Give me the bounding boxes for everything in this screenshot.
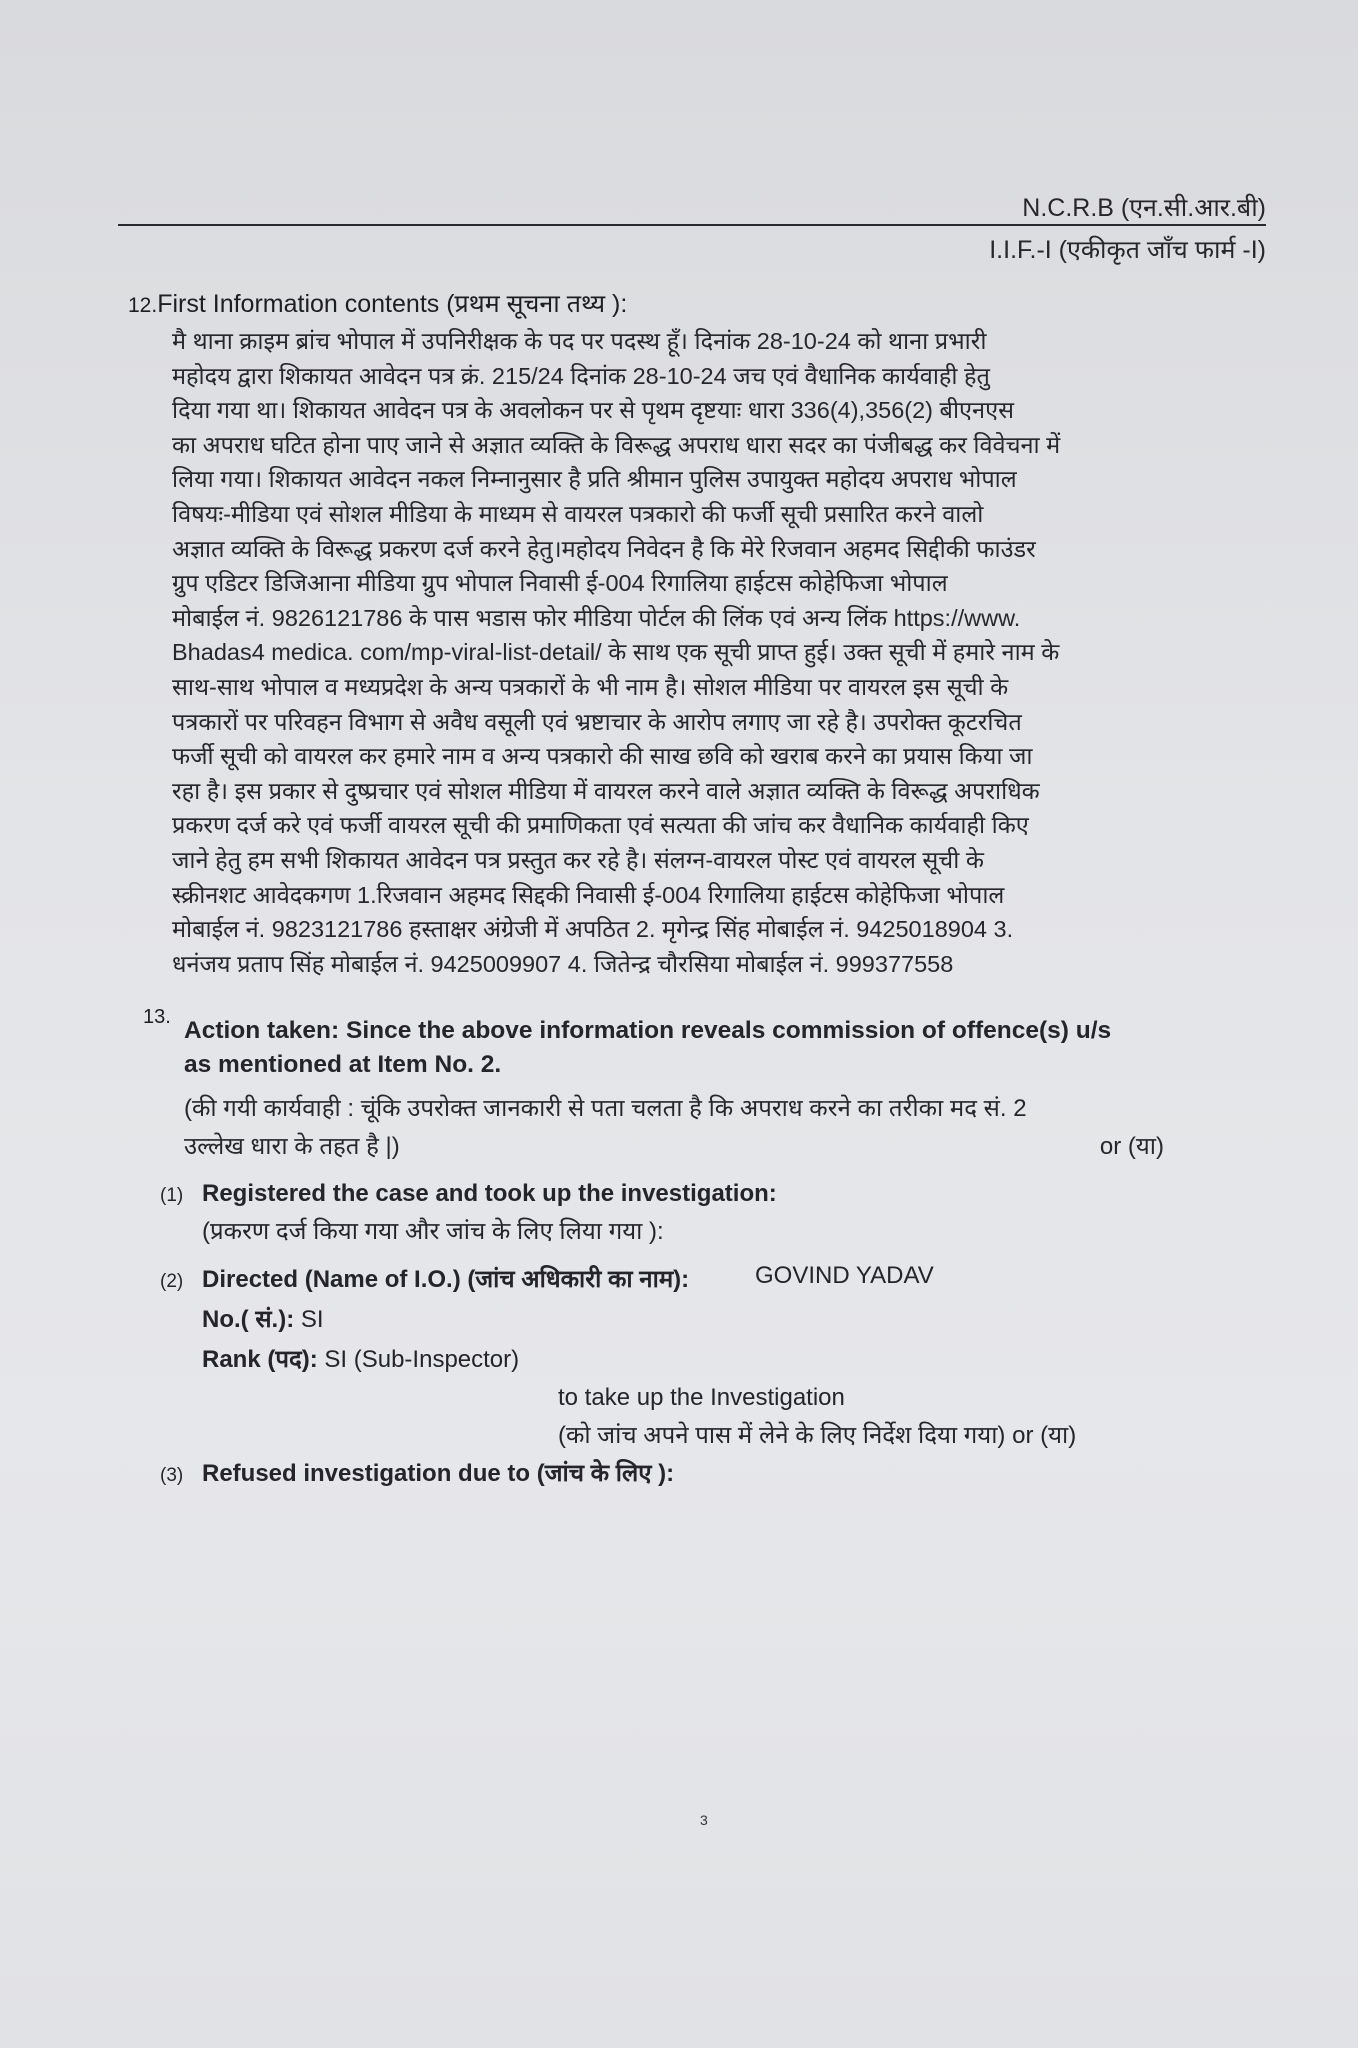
first-information-line: धनंजय प्रताप सिंह मोबाईल नं. 9425009907 4. जितेन्द्र चौरसिया मोबाईल नं. 999377558 xyxy=(172,950,954,977)
header-rule xyxy=(118,224,1266,226)
take-up-hindi xyxy=(558,1418,1076,1451)
iif-header: I.I.F.-I (एकीकृत जाँच फार्म -I) xyxy=(989,236,1266,264)
section-12-number: 12. xyxy=(128,294,158,317)
io-number-label: No.( सं.): xyxy=(202,1306,295,1333)
item-2-label: Directed (Name of I.O.) (जांच अधिकारी का नाम): xyxy=(202,1266,690,1293)
first-information-line: फर्जी सूची को वायरल कर हमारे नाम व अन्य पत्रकारो की साख छवि को खराब करने का प्रयास किया जा xyxy=(172,743,1033,770)
section-13-or-label: or (या) xyxy=(1099,1133,1164,1160)
item-3-number: (3) xyxy=(160,1465,184,1486)
io-rank-label: Rank (पद): xyxy=(202,1346,318,1373)
io-number-value: SI xyxy=(300,1306,324,1333)
first-information-line: दिया गया था। शिकायत आवेदन पत्र के अवलोकन पर से पृथम दृष्टयाः धारा 336(4),356(2) बीएनएस xyxy=(172,397,1014,424)
first-information-line: अज्ञात व्यक्ति के विरूद्ध प्रकरण दर्ज करने हेतु।महोदय निवेदन है कि मेरे रिजवान अहमद सिद्दीकी फाउंडर xyxy=(172,535,1036,562)
first-information-line: जाने हेतु हम सभी शिकायत आवेदन पत्र प्रस्तुत कर रहे है। संलग्न-वायरल पोस्ट एवं वायरल सूची के xyxy=(172,846,984,873)
io-name-value: GOVIND YADAV xyxy=(755,1262,934,1289)
first-information-line: मोबाईल नं. 9826121786 के पास भडास फोर मीडिया पोर्टल की लिंक एवं अन्य लिंक https://www. xyxy=(172,604,1021,631)
first-information-text xyxy=(172,324,1142,981)
take-up-hindi-text: (को जांच अपने पास में लेने के लिए निर्देश दिया गया) xyxy=(558,1422,1006,1449)
section-12-heading xyxy=(128,286,627,320)
item-3-label: Refused investigation due to (जांच के लिए ): xyxy=(202,1460,675,1487)
item-3 xyxy=(160,1456,674,1489)
section-13-hindi-line1: (की गयी कार्यवाही : चूंकि उपरोक्त जानकारी से पता चलता है कि अपराध करने का तरीका मद सं. 2 xyxy=(184,1095,1027,1122)
first-information-line: Bhadas4 medica. com/mp-viral-list-detail/ के साथ एक सूची प्राप्त हुई। उक्त सूची में हमारे नाम के xyxy=(172,639,1060,666)
section-13-hindi-line2: उल्लेख धारा के तहत है |) xyxy=(184,1133,400,1160)
first-information-line: पत्रकारों पर परिवहन विभाग से अवैध वसूली एवं भ्रष्टाचार के आरोप लगाए जा रहे है। उपरोक्त कूटरचित xyxy=(172,708,1022,735)
io-rank-value: SI (Sub-Inspector) xyxy=(324,1346,520,1373)
section-13-heading xyxy=(184,1014,1164,1082)
section-13-title-line1: Action taken: Since the above information reveals commission of offence(s) u/s xyxy=(184,1017,1112,1044)
io-number xyxy=(202,1302,324,1335)
first-information-line: रहा है। इस प्रकार से दुष्प्रचार एवं सोशल मीडिया में वायरल करने वाले अज्ञात व्यक्ति के विरूद्ध अपराधिक xyxy=(172,777,1040,804)
first-information-line: का अपराध घटित होना पाए जाने से अज्ञात व्यक्ति के विरूद्ध अपराध धारा सदर का पंजीबद्ध कर विवेचना में xyxy=(172,431,1061,458)
first-information-line: प्रकरण दर्ज करे एवं फर्जी वायरल सूची की प्रमाणिकता एवं सत्यता की जांच कर वैधानिक कार्यवाही किए xyxy=(172,812,1029,839)
section-13-title-line2: as mentioned at Item No. 2. xyxy=(184,1051,502,1078)
take-up-investigation: to take up the Investigation xyxy=(558,1384,845,1411)
item-2 xyxy=(160,1262,689,1295)
item-1-number: (1) xyxy=(160,1185,184,1206)
section-13-hindi xyxy=(184,1090,1164,1166)
item-1 xyxy=(160,1180,777,1208)
first-information-line: स्क्रीनशट आवेदकगण 1.रिजवान अहमद सिद्दकी निवासी ई-004 रिगालिया हाईटस कोहेफिजा भोपाल xyxy=(172,881,1005,908)
first-information-line: मोबाईल नं. 9823121786 हस्ताक्षर अंग्रेजी में अपठित 2. मृगेन्द्र सिंह मोबाईल नं. 9425018904 3. xyxy=(172,916,1014,943)
item-1-label: Registered the case and took up the investigation: xyxy=(202,1180,777,1207)
first-information-line: लिया गया। शिकायत आवेदन नकल निम्नानुसार है प्रति श्रीमान पुलिस उपायुक्त महोदय अपराध भोपाल xyxy=(172,466,1017,493)
first-information-line: मै थाना क्राइम ब्रांच भोपाल में उपनिरीक्षक के पद पर पदस्थ हूँ। दिनांक 28-10-24 को थाना प्रभारी xyxy=(172,328,987,354)
first-information-line: साथ-साथ भोपाल व मध्यप्रदेश के अन्य पत्रकारों के भी नाम है। सोशल मीडिया पर वायरल इस सूची के xyxy=(172,673,1009,700)
first-information-line: ग्रुप एडिटर डिजिआना मीडिया ग्रुप भोपाल निवासी ई-004 रिगालिया हाईटस कोहेफिजा भोपाल xyxy=(172,570,948,597)
item-2-or-label: or (या) xyxy=(1012,1422,1077,1449)
ncrb-header: N.C.R.B (एन.सी.आर.बी) xyxy=(1022,194,1266,222)
page-number: 3 xyxy=(700,1812,708,1828)
first-information-line: महोदय द्वारा शिकायत आवेदन पत्र क्रं. 215/24 दिनांक 28-10-24 जच एवं वैधानिक कार्यवाही हेतु xyxy=(172,362,990,389)
section-13-number: 13. xyxy=(143,1006,171,1028)
item-1-hindi: (प्रकरण दर्ज किया गया और जांच के लिए लिया गया ): xyxy=(202,1218,664,1245)
first-information-line: विषयः-मीडिया एवं सोशल मीडिया के माध्यम से वायरल पत्रकारो की फर्जी सूची प्रसारित करने वालो xyxy=(172,500,984,527)
section-12-title: First Information contents (प्रथम सूचना तथ्य ): xyxy=(157,290,628,318)
io-rank xyxy=(202,1342,519,1375)
item-2-number: (2) xyxy=(160,1271,184,1292)
